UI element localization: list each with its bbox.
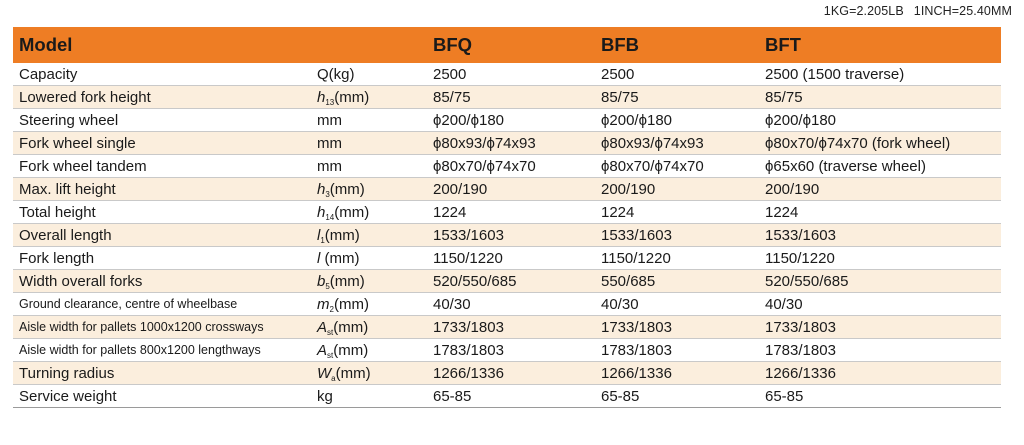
spec-body xyxy=(13,63,1001,408)
parameter-unit xyxy=(313,224,427,247)
table-row xyxy=(13,178,1001,201)
value-bft: 2500 (1500 traverse) xyxy=(759,63,1001,86)
unit-suffix: (mm) xyxy=(335,364,371,382)
parameter-unit: Q(kg) xyxy=(313,63,427,86)
table-row xyxy=(13,316,1001,339)
unit-suffix: (mm) xyxy=(329,272,365,290)
value-bfb: 85/75 xyxy=(595,86,759,109)
value-bfq: 520/550/685 xyxy=(427,270,595,293)
unit-symbol: l xyxy=(317,226,321,244)
parameter-unit xyxy=(313,293,427,316)
value-bft: 1783/1803 xyxy=(759,339,1001,362)
unit-symbol: h xyxy=(317,88,326,106)
header-bft: BFT xyxy=(759,27,1001,63)
unit-subscript: 13 xyxy=(325,97,335,107)
parameter-name: Steering wheel xyxy=(13,109,313,132)
unit-symbol: A xyxy=(317,318,328,336)
value-bfq: 65-85 xyxy=(427,385,595,408)
value-bft: ϕ80x70/ϕ74x70 (fork wheel) xyxy=(759,132,1001,155)
value-bfq: 85/75 xyxy=(427,86,595,109)
table-row xyxy=(13,109,1001,132)
unit-symbol: b xyxy=(317,272,326,290)
parameter-name: Fork length xyxy=(13,247,313,270)
parameter-name: Turning radius xyxy=(13,362,313,385)
table-row xyxy=(13,86,1001,109)
value-bfb: 1533/1603 xyxy=(595,224,759,247)
unit-symbol: m xyxy=(317,295,330,313)
value-bfb: 1224 xyxy=(595,201,759,224)
value-bft: 1533/1603 xyxy=(759,224,1001,247)
unit-subscript: st xyxy=(327,350,334,360)
parameter-unit xyxy=(313,339,427,362)
value-bft: 520/550/685 xyxy=(759,270,1001,293)
unit-symbol: A xyxy=(317,341,328,359)
table-row xyxy=(13,293,1001,316)
value-bfb: ϕ80x70/ϕ74x70 xyxy=(595,155,759,178)
table-row xyxy=(13,339,1001,362)
unit-subscript: 1 xyxy=(320,235,325,245)
value-bfq: 40/30 xyxy=(427,293,595,316)
header-unit xyxy=(313,27,427,63)
unit-symbol: h xyxy=(317,180,326,198)
unit-subscript: st xyxy=(327,327,334,337)
unit-subscript: 2 xyxy=(329,304,334,314)
unit-subscript: a xyxy=(331,373,336,383)
value-bfb: 1266/1336 xyxy=(595,362,759,385)
table-row xyxy=(13,385,1001,408)
table-row xyxy=(13,63,1001,86)
value-bfq: 2500 xyxy=(427,63,595,86)
value-bfq: 200/190 xyxy=(427,178,595,201)
unit-subscript: 14 xyxy=(325,212,335,222)
parameter-name: Aisle width for pallets 800x1200 lengthways xyxy=(13,339,313,362)
parameter-unit: mm xyxy=(313,109,427,132)
table-row xyxy=(13,155,1001,178)
unit-suffix: (mm) xyxy=(329,180,365,198)
header-bfb: BFB xyxy=(595,27,759,63)
value-bfb: 1783/1803 xyxy=(595,339,759,362)
value-bft: 40/30 xyxy=(759,293,1001,316)
value-bfq: 1533/1603 xyxy=(427,224,595,247)
unit-suffix: (mm) xyxy=(333,318,369,336)
parameter-unit xyxy=(313,316,427,339)
value-bfq: 1733/1803 xyxy=(427,316,595,339)
parameter-unit xyxy=(313,247,427,270)
value-bfq: 1150/1220 xyxy=(427,247,595,270)
table-row xyxy=(13,247,1001,270)
spec-table xyxy=(13,27,1001,408)
parameter-unit: mm xyxy=(313,155,427,178)
parameter-name: Capacity xyxy=(13,63,313,86)
unit-suffix: (mm) xyxy=(333,341,369,359)
value-bft: 200/190 xyxy=(759,178,1001,201)
value-bfq: 1266/1336 xyxy=(427,362,595,385)
parameter-name: Fork wheel single xyxy=(13,132,313,155)
table-row xyxy=(13,224,1001,247)
unit-conversion-note xyxy=(824,4,1012,18)
value-bfb: 2500 xyxy=(595,63,759,86)
parameter-name: Service weight xyxy=(13,385,313,408)
value-bft: 1224 xyxy=(759,201,1001,224)
table-row xyxy=(13,362,1001,385)
parameter-unit xyxy=(313,270,427,293)
unit-symbol: h xyxy=(317,203,326,221)
value-bfb: ϕ80x93/ϕ74x93 xyxy=(595,132,759,155)
parameter-name: Aisle width for pallets 1000x1200 crossways xyxy=(13,316,313,339)
header-row xyxy=(13,27,1001,63)
parameter-name: Lowered fork height xyxy=(13,86,313,109)
value-bfq: ϕ80x70/ϕ74x70 xyxy=(427,155,595,178)
value-bfb: 1150/1220 xyxy=(595,247,759,270)
length-conversion: 1INCH=25.40MM xyxy=(913,4,1012,18)
table-row xyxy=(13,270,1001,293)
value-bft: 1266/1336 xyxy=(759,362,1001,385)
value-bfb: ϕ200/ϕ180 xyxy=(595,109,759,132)
weight-conversion: 1KG=2.205LB xyxy=(823,4,904,18)
parameter-name: Width overall forks xyxy=(13,270,313,293)
unit-subscript: 5 xyxy=(325,281,330,291)
header-model: Model xyxy=(13,27,313,63)
unit-suffix: (mm) xyxy=(334,88,370,106)
parameter-name: Fork wheel tandem xyxy=(13,155,313,178)
parameter-unit xyxy=(313,201,427,224)
table-row xyxy=(13,201,1001,224)
value-bft: 85/75 xyxy=(759,86,1001,109)
parameter-unit: mm xyxy=(313,132,427,155)
unit-subscript: 3 xyxy=(325,189,330,199)
value-bfb: 200/190 xyxy=(595,178,759,201)
value-bfq: 1224 xyxy=(427,201,595,224)
parameter-name: Ground clearance, centre of wheelbase xyxy=(13,293,313,316)
header-bfq: BFQ xyxy=(427,27,595,63)
table-row xyxy=(13,132,1001,155)
value-bft: 1733/1803 xyxy=(759,316,1001,339)
value-bft: 1150/1220 xyxy=(759,247,1001,270)
value-bfb: 1733/1803 xyxy=(595,316,759,339)
value-bft: ϕ65x60 (traverse wheel) xyxy=(759,155,1001,178)
value-bfq: 1783/1803 xyxy=(427,339,595,362)
parameter-name: Max. lift height xyxy=(13,178,313,201)
parameter-unit xyxy=(313,178,427,201)
parameter-unit: kg xyxy=(313,385,427,408)
unit-suffix: (mm) xyxy=(320,249,360,267)
unit-suffix: (mm) xyxy=(334,203,370,221)
unit-suffix: (mm) xyxy=(324,226,360,244)
value-bft: ϕ200/ϕ180 xyxy=(759,109,1001,132)
unit-suffix: (mm) xyxy=(333,295,369,313)
value-bfb: 40/30 xyxy=(595,293,759,316)
value-bfq: ϕ200/ϕ180 xyxy=(427,109,595,132)
parameter-name: Total height xyxy=(13,201,313,224)
unit-symbol: W xyxy=(317,364,332,382)
parameter-unit xyxy=(313,86,427,109)
value-bfq: ϕ80x93/ϕ74x93 xyxy=(427,132,595,155)
unit-symbol: l xyxy=(317,249,321,267)
value-bfb: 550/685 xyxy=(595,270,759,293)
parameter-name: Overall length xyxy=(13,224,313,247)
parameter-unit xyxy=(313,362,427,385)
value-bft: 65-85 xyxy=(759,385,1001,408)
value-bfb: 65-85 xyxy=(595,385,759,408)
